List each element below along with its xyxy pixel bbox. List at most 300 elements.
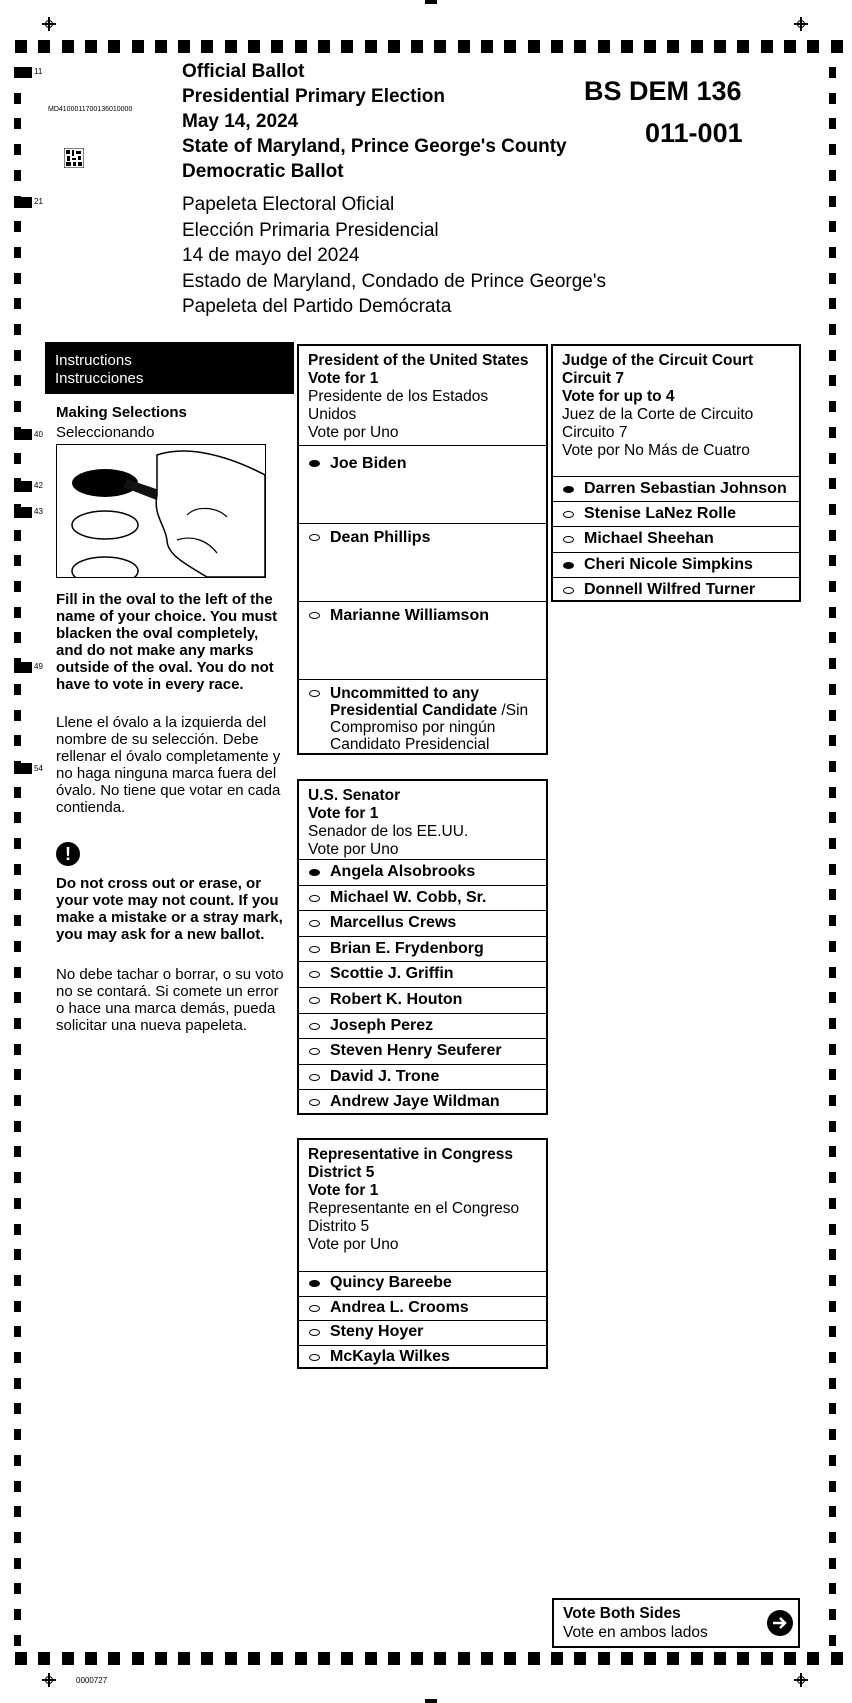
circuit-es: Circuito 7 xyxy=(562,424,628,441)
timing-mark xyxy=(644,40,656,53)
timing-mark xyxy=(829,350,836,361)
timing-mark xyxy=(14,1378,21,1389)
contest-congress xyxy=(297,1138,548,1369)
contest-title-es: Presidente de los Estados Unidos xyxy=(308,388,489,423)
vote-both-sides: Vote Both Sides xyxy=(563,1605,681,1622)
timing-mark xyxy=(14,787,21,798)
timing-mark xyxy=(14,864,21,875)
vote-oval[interactable] xyxy=(309,997,320,1004)
registration-crosshair-icon xyxy=(42,17,56,31)
timing-mark xyxy=(829,1455,836,1466)
timing-mark xyxy=(829,144,836,155)
vote-oval[interactable] xyxy=(309,1329,320,1336)
timing-mark xyxy=(528,40,540,53)
timing-mark xyxy=(807,40,819,53)
timing-mark xyxy=(829,889,836,900)
candidate-name: Darren Sebastian Johnson xyxy=(584,480,787,497)
timing-mark xyxy=(761,1652,773,1665)
vote-oval[interactable] xyxy=(563,536,574,543)
candidate-name: Michael W. Cobb, Sr. xyxy=(330,888,487,906)
election-name: Presidential Primary Election xyxy=(182,86,445,107)
vote-oval[interactable] xyxy=(309,534,320,541)
candidate-name: Donnell Wilfred Turner xyxy=(584,580,756,598)
vote-oval[interactable] xyxy=(563,562,574,569)
timing-mark xyxy=(829,1532,836,1543)
timing-mark xyxy=(14,324,21,335)
timing-mark xyxy=(271,1652,283,1665)
timing-mark xyxy=(14,1198,21,1209)
candidate-name: Scottie J. Griffin xyxy=(330,965,454,983)
timing-mark xyxy=(14,812,21,823)
timing-mark xyxy=(829,967,836,978)
timing-mark xyxy=(737,40,749,53)
timing-mark xyxy=(14,1326,21,1337)
timing-mark xyxy=(829,196,836,207)
contest-header xyxy=(299,1140,546,1271)
timing-mark xyxy=(14,1249,21,1260)
timing-label: 21 xyxy=(34,197,43,206)
candidate-option[interactable] xyxy=(299,987,546,1013)
vote-oval[interactable] xyxy=(563,587,574,594)
ballot-title: Official Ballot xyxy=(182,61,305,82)
exclamation-icon: ! xyxy=(56,842,80,866)
timing-mark xyxy=(829,632,836,643)
candidate-name: Robert K. Houton xyxy=(330,990,463,1008)
timing-mark xyxy=(14,67,32,78)
timing-mark xyxy=(14,1069,21,1080)
timing-mark xyxy=(341,1652,353,1665)
candidate-option[interactable] xyxy=(299,1013,546,1039)
candidate-option[interactable] xyxy=(299,523,546,601)
timing-mark xyxy=(14,1095,21,1106)
timing-mark xyxy=(691,40,703,53)
candidate-option[interactable] xyxy=(553,552,799,577)
timing-mark xyxy=(829,1044,836,1055)
timing-mark xyxy=(551,40,563,53)
timing-mark xyxy=(14,350,21,361)
timing-mark xyxy=(14,662,32,673)
candidate-name: Joseph Perez xyxy=(330,1016,434,1034)
timing-mark xyxy=(14,1301,21,1312)
timing-mark xyxy=(714,1652,726,1665)
timing-mark xyxy=(14,1455,21,1466)
candidate-name: Dean Phillips xyxy=(330,529,431,546)
timing-mark xyxy=(201,40,213,53)
candidate-option[interactable] xyxy=(299,1064,546,1090)
timing-mark xyxy=(425,1699,437,1703)
candidate-option[interactable] xyxy=(299,1089,546,1115)
vote-oval[interactable] xyxy=(309,946,320,953)
timing-mark xyxy=(829,170,836,181)
timing-mark xyxy=(829,1198,836,1209)
timing-mark xyxy=(62,1652,74,1665)
candidate-name: Steven Henry Seuferer xyxy=(330,1042,502,1060)
marking-illustration xyxy=(56,444,266,578)
timing-mark xyxy=(318,1652,330,1665)
vote-oval[interactable] xyxy=(309,971,320,978)
candidate-name: Joe Biden xyxy=(330,455,407,472)
candidate-name: Cheri Nicole Simpkins xyxy=(584,555,753,573)
timing-mark xyxy=(14,889,21,900)
timing-mark xyxy=(829,1481,836,1492)
timing-mark xyxy=(14,247,21,258)
timing-mark xyxy=(225,40,237,53)
timing-mark xyxy=(829,1506,836,1517)
timing-mark xyxy=(458,40,470,53)
timing-mark xyxy=(14,838,21,849)
timing-mark xyxy=(14,221,21,232)
fill-instructions: Fill in the oval to the left of the name of your choice. You must blacken the oval completely, and do not make any marks outside of the oval. You do not have to vote in every race. xyxy=(56,591,278,693)
timing-mark xyxy=(829,555,836,566)
district: District 5 xyxy=(308,1164,375,1181)
timing-mark xyxy=(829,1095,836,1106)
timing-mark xyxy=(155,1652,167,1665)
timing-mark xyxy=(829,1558,836,1569)
candidate-option[interactable] xyxy=(299,1296,546,1321)
timing-label: 43 xyxy=(34,507,43,516)
timing-mark xyxy=(14,118,21,129)
timing-mark xyxy=(14,1481,21,1492)
candidate-option[interactable] xyxy=(299,679,546,753)
warning-text: Do not cross out or erase, or your vote may not count. If you make a mistake or a stray mark, you may ask for a new ballot. xyxy=(56,875,283,943)
vote-oval[interactable] xyxy=(309,1305,320,1312)
timing-mark xyxy=(829,1018,836,1029)
candidate-option[interactable] xyxy=(553,526,799,551)
timing-mark xyxy=(14,1583,21,1594)
timing-mark xyxy=(504,40,516,53)
timing-mark xyxy=(829,684,836,695)
timing-mark xyxy=(425,0,437,4)
vote-for-es: Vote por No Más de Cuatro xyxy=(562,442,750,459)
timing-mark xyxy=(784,1652,796,1665)
timing-mark xyxy=(14,1429,21,1440)
timing-mark xyxy=(14,170,21,181)
election-date: May 14, 2024 xyxy=(182,111,299,132)
timing-mark xyxy=(829,504,836,515)
contest-title: U.S. Senator xyxy=(308,787,401,804)
candidate-option[interactable] xyxy=(299,885,546,911)
timing-mark xyxy=(807,1652,819,1665)
timing-mark xyxy=(829,787,836,798)
contest-title: Representative in Congress xyxy=(308,1146,514,1163)
candidate-name: Uncommitted to any Presidential Candidate xyxy=(330,685,498,719)
making-selections-heading: Making Selections xyxy=(56,404,187,421)
timing-mark xyxy=(829,401,836,412)
timing-mark xyxy=(225,1652,237,1665)
election-name-es: Elección Primaria Presidencial xyxy=(182,219,439,241)
contest-title-es: Senador de los EE.UU. xyxy=(308,823,469,840)
timing-mark xyxy=(14,1532,21,1543)
timing-mark xyxy=(829,812,836,823)
timing-mark xyxy=(829,710,836,721)
party-ballot: Democratic Ballot xyxy=(182,161,344,182)
timing-mark xyxy=(829,1249,836,1260)
instructions-header xyxy=(45,342,294,394)
candidate-name: Michael Sheehan xyxy=(584,530,714,548)
timing-mark xyxy=(829,453,836,464)
candidate-option[interactable] xyxy=(553,501,799,526)
candidate-option[interactable] xyxy=(299,1320,546,1345)
uncommitted-label xyxy=(330,685,545,753)
timing-mark xyxy=(714,40,726,53)
timing-mark xyxy=(14,144,21,155)
fill-instructions-es: Llene el óvalo a la izquierda del nombre de su selección. Debe rellenar el óvalo completamente y no haga ninguna marca fuera del óvalo. No tiene que votar en cada contienda. xyxy=(56,714,281,816)
timing-mark xyxy=(14,401,21,412)
vote-oval[interactable] xyxy=(563,511,574,518)
timing-label: 49 xyxy=(34,662,43,671)
arrow-right-icon xyxy=(767,1610,793,1636)
vote-oval[interactable] xyxy=(309,869,320,876)
vote-oval[interactable] xyxy=(309,1048,320,1055)
timing-mark xyxy=(621,40,633,53)
contest-header xyxy=(299,346,546,445)
candidate-option[interactable] xyxy=(299,1271,546,1296)
timing-mark xyxy=(691,1652,703,1665)
election-date-es: 14 de mayo del 2024 xyxy=(182,245,360,266)
timing-mark xyxy=(829,1403,836,1414)
timing-mark xyxy=(784,40,796,53)
vote-both-sides-box xyxy=(552,1598,800,1648)
timing-mark xyxy=(829,1121,836,1132)
candidate-option[interactable] xyxy=(299,601,546,679)
timing-mark xyxy=(15,40,27,53)
instructions-title-es: Instrucciones xyxy=(55,370,144,387)
contest-senator xyxy=(297,779,548,1115)
timing-mark xyxy=(829,247,836,258)
timing-mark xyxy=(14,530,21,541)
vote-for: Vote for 1 xyxy=(308,370,379,387)
vote-oval[interactable] xyxy=(309,1099,320,1106)
timing-mark xyxy=(178,40,190,53)
contest-judge xyxy=(551,344,801,602)
timing-mark xyxy=(829,941,836,952)
timing-mark xyxy=(644,1652,656,1665)
candidate-option[interactable] xyxy=(299,1038,546,1064)
timing-mark xyxy=(829,1609,836,1620)
vote-for: Vote for 1 xyxy=(308,805,379,822)
timing-mark xyxy=(318,40,330,53)
timing-mark xyxy=(829,1146,836,1157)
timing-mark xyxy=(829,915,836,926)
timing-mark xyxy=(248,1652,260,1665)
timing-mark xyxy=(85,40,97,53)
candidate-option[interactable] xyxy=(299,1345,546,1370)
timing-mark xyxy=(667,1652,679,1665)
timing-mark xyxy=(14,1352,21,1363)
timing-mark xyxy=(434,1652,446,1665)
timing-mark xyxy=(829,530,836,541)
timing-mark xyxy=(14,93,21,104)
vote-oval[interactable] xyxy=(309,612,320,619)
timing-mark xyxy=(598,1652,610,1665)
registration-crosshair-icon xyxy=(42,1673,56,1687)
timing-mark xyxy=(829,607,836,618)
timing-mark xyxy=(14,1558,21,1569)
candidate-name: Quincy Bareebe xyxy=(330,1274,452,1291)
candidate-name: Marcellus Crews xyxy=(330,914,457,932)
timing-mark xyxy=(14,1224,21,1235)
timing-mark xyxy=(667,40,679,53)
qr-code xyxy=(64,148,84,168)
candidate-option[interactable] xyxy=(299,961,546,987)
timing-mark xyxy=(14,298,21,309)
timing-mark xyxy=(248,40,260,53)
vote-oval[interactable] xyxy=(309,1074,320,1081)
vote-both-sides-es: Vote en ambos lados xyxy=(563,1624,708,1641)
timing-mark xyxy=(14,429,32,440)
timing-mark xyxy=(14,1635,21,1646)
timing-mark xyxy=(829,992,836,1003)
timing-mark xyxy=(829,1635,836,1646)
timing-mark xyxy=(365,40,377,53)
timing-mark xyxy=(14,632,21,643)
candidate-option[interactable] xyxy=(299,910,546,936)
header-english xyxy=(182,59,567,184)
vote-oval[interactable] xyxy=(309,1280,320,1287)
vote-for-es: Vote por Uno xyxy=(308,1236,399,1253)
timing-mark xyxy=(155,40,167,53)
timing-mark xyxy=(38,1652,50,1665)
timing-mark xyxy=(829,1352,836,1363)
candidate-name-es: /Sin Compromiso por ningún Candidato Presidencial xyxy=(330,702,529,753)
timing-mark xyxy=(14,710,21,721)
timing-mark xyxy=(829,864,836,875)
timing-mark xyxy=(14,1403,21,1414)
timing-mark xyxy=(481,40,493,53)
ballot-id-code: MD4100011700136010000 xyxy=(48,106,133,113)
candidate-list xyxy=(553,476,799,602)
timing-mark xyxy=(271,40,283,53)
timing-mark xyxy=(14,992,21,1003)
vote-oval[interactable] xyxy=(309,460,320,467)
timing-mark xyxy=(831,1652,843,1665)
timing-mark xyxy=(14,1121,21,1132)
timing-mark xyxy=(831,40,843,53)
timing-mark xyxy=(761,40,773,53)
vote-oval[interactable] xyxy=(309,895,320,902)
timing-mark xyxy=(14,453,21,464)
candidate-name: Angela Alsobrooks xyxy=(330,863,476,880)
timing-mark xyxy=(829,1583,836,1594)
vote-oval[interactable] xyxy=(309,690,320,697)
contest-title: President of the United States xyxy=(308,352,529,369)
timing-mark xyxy=(178,1652,190,1665)
timing-mark xyxy=(829,67,836,78)
timing-mark xyxy=(14,555,21,566)
timing-mark xyxy=(295,1652,307,1665)
timing-mark xyxy=(14,375,21,386)
timing-mark xyxy=(829,273,836,284)
timing-mark xyxy=(341,40,353,53)
candidate-option[interactable] xyxy=(299,859,546,885)
warning-text-es: No debe tachar o borrar, o su voto no se contará. Si comete un error o hace una marca demás, pueda solicitar una nueva papeleta. xyxy=(56,966,284,1034)
timing-mark xyxy=(829,298,836,309)
timing-label: 40 xyxy=(34,430,43,439)
circuit: Circuit 7 xyxy=(562,370,625,387)
timing-mark xyxy=(551,1652,563,1665)
timing-mark xyxy=(829,1069,836,1080)
instructions-title: Instructions xyxy=(55,352,132,369)
timing-mark xyxy=(295,40,307,53)
timing-mark xyxy=(598,40,610,53)
candidate-option[interactable] xyxy=(299,936,546,962)
candidate-name: David J. Trone xyxy=(330,1067,440,1085)
timing-label: 11 xyxy=(34,67,43,76)
timing-mark xyxy=(14,507,32,518)
timing-mark xyxy=(85,1652,97,1665)
contest-title: Judge of the Circuit Court xyxy=(562,352,754,369)
timing-mark xyxy=(14,941,21,952)
timing-mark xyxy=(14,607,21,618)
vote-for: Vote for up to 4 xyxy=(562,388,675,405)
timing-mark xyxy=(528,1652,540,1665)
timing-mark xyxy=(829,1172,836,1183)
vote-oval[interactable] xyxy=(309,1354,320,1361)
timing-mark xyxy=(504,1652,516,1665)
timing-mark xyxy=(62,40,74,53)
timing-mark xyxy=(365,1652,377,1665)
vote-oval[interactable] xyxy=(563,486,574,493)
timing-mark xyxy=(14,1044,21,1055)
candidate-name: Andrea L. Crooms xyxy=(330,1298,469,1316)
ballot-title-es: Papeleta Electoral Oficial xyxy=(182,194,395,215)
timing-mark xyxy=(14,763,32,774)
timing-mark xyxy=(829,735,836,746)
candidate-name: Stenise LaNez Rolle xyxy=(584,505,737,523)
timing-mark xyxy=(388,1652,400,1665)
timing-mark xyxy=(14,481,32,492)
precinct-code: 011-001 xyxy=(645,118,743,148)
contest-president xyxy=(297,344,548,755)
header-spanish xyxy=(182,192,606,320)
timing-mark xyxy=(829,427,836,438)
registration-crosshair-icon xyxy=(794,1673,808,1687)
jurisdiction: State of Maryland, Prince George's County xyxy=(182,136,567,157)
candidate-name: McKayla Wilkes xyxy=(330,1347,450,1365)
timing-mark xyxy=(14,1506,21,1517)
timing-mark xyxy=(411,40,423,53)
timing-mark xyxy=(829,658,836,669)
timing-mark xyxy=(458,1652,470,1665)
candidate-option[interactable] xyxy=(553,577,799,602)
vote-oval[interactable] xyxy=(309,920,320,927)
timing-mark xyxy=(132,1652,144,1665)
timing-mark xyxy=(434,40,446,53)
vote-oval[interactable] xyxy=(309,1023,320,1030)
timing-mark xyxy=(829,1326,836,1337)
jurisdiction-es: Estado de Maryland, Condado de Prince George's xyxy=(182,270,606,292)
timing-mark xyxy=(829,1224,836,1235)
candidate-name: Andrew Jaye Wildman xyxy=(330,1093,500,1111)
contest-title-es: Representante en el Congreso xyxy=(308,1200,520,1217)
candidate-option[interactable] xyxy=(299,445,546,523)
timing-mark xyxy=(829,761,836,772)
timing-mark xyxy=(574,40,586,53)
candidate-list xyxy=(299,859,546,1115)
timing-mark xyxy=(14,915,21,926)
timing-mark xyxy=(829,93,836,104)
timing-mark xyxy=(737,1652,749,1665)
timing-mark xyxy=(574,1652,586,1665)
candidate-name: Marianne Williamson xyxy=(330,607,489,624)
vote-for-es: Vote por Uno xyxy=(308,424,399,441)
serial-number: 0000727 xyxy=(76,1676,108,1685)
vote-for-es: Vote por Uno xyxy=(308,841,399,858)
vote-for: Vote for 1 xyxy=(308,1182,379,1199)
timing-label: 54 xyxy=(34,764,43,773)
candidate-option[interactable] xyxy=(553,476,799,501)
timing-mark xyxy=(14,735,21,746)
